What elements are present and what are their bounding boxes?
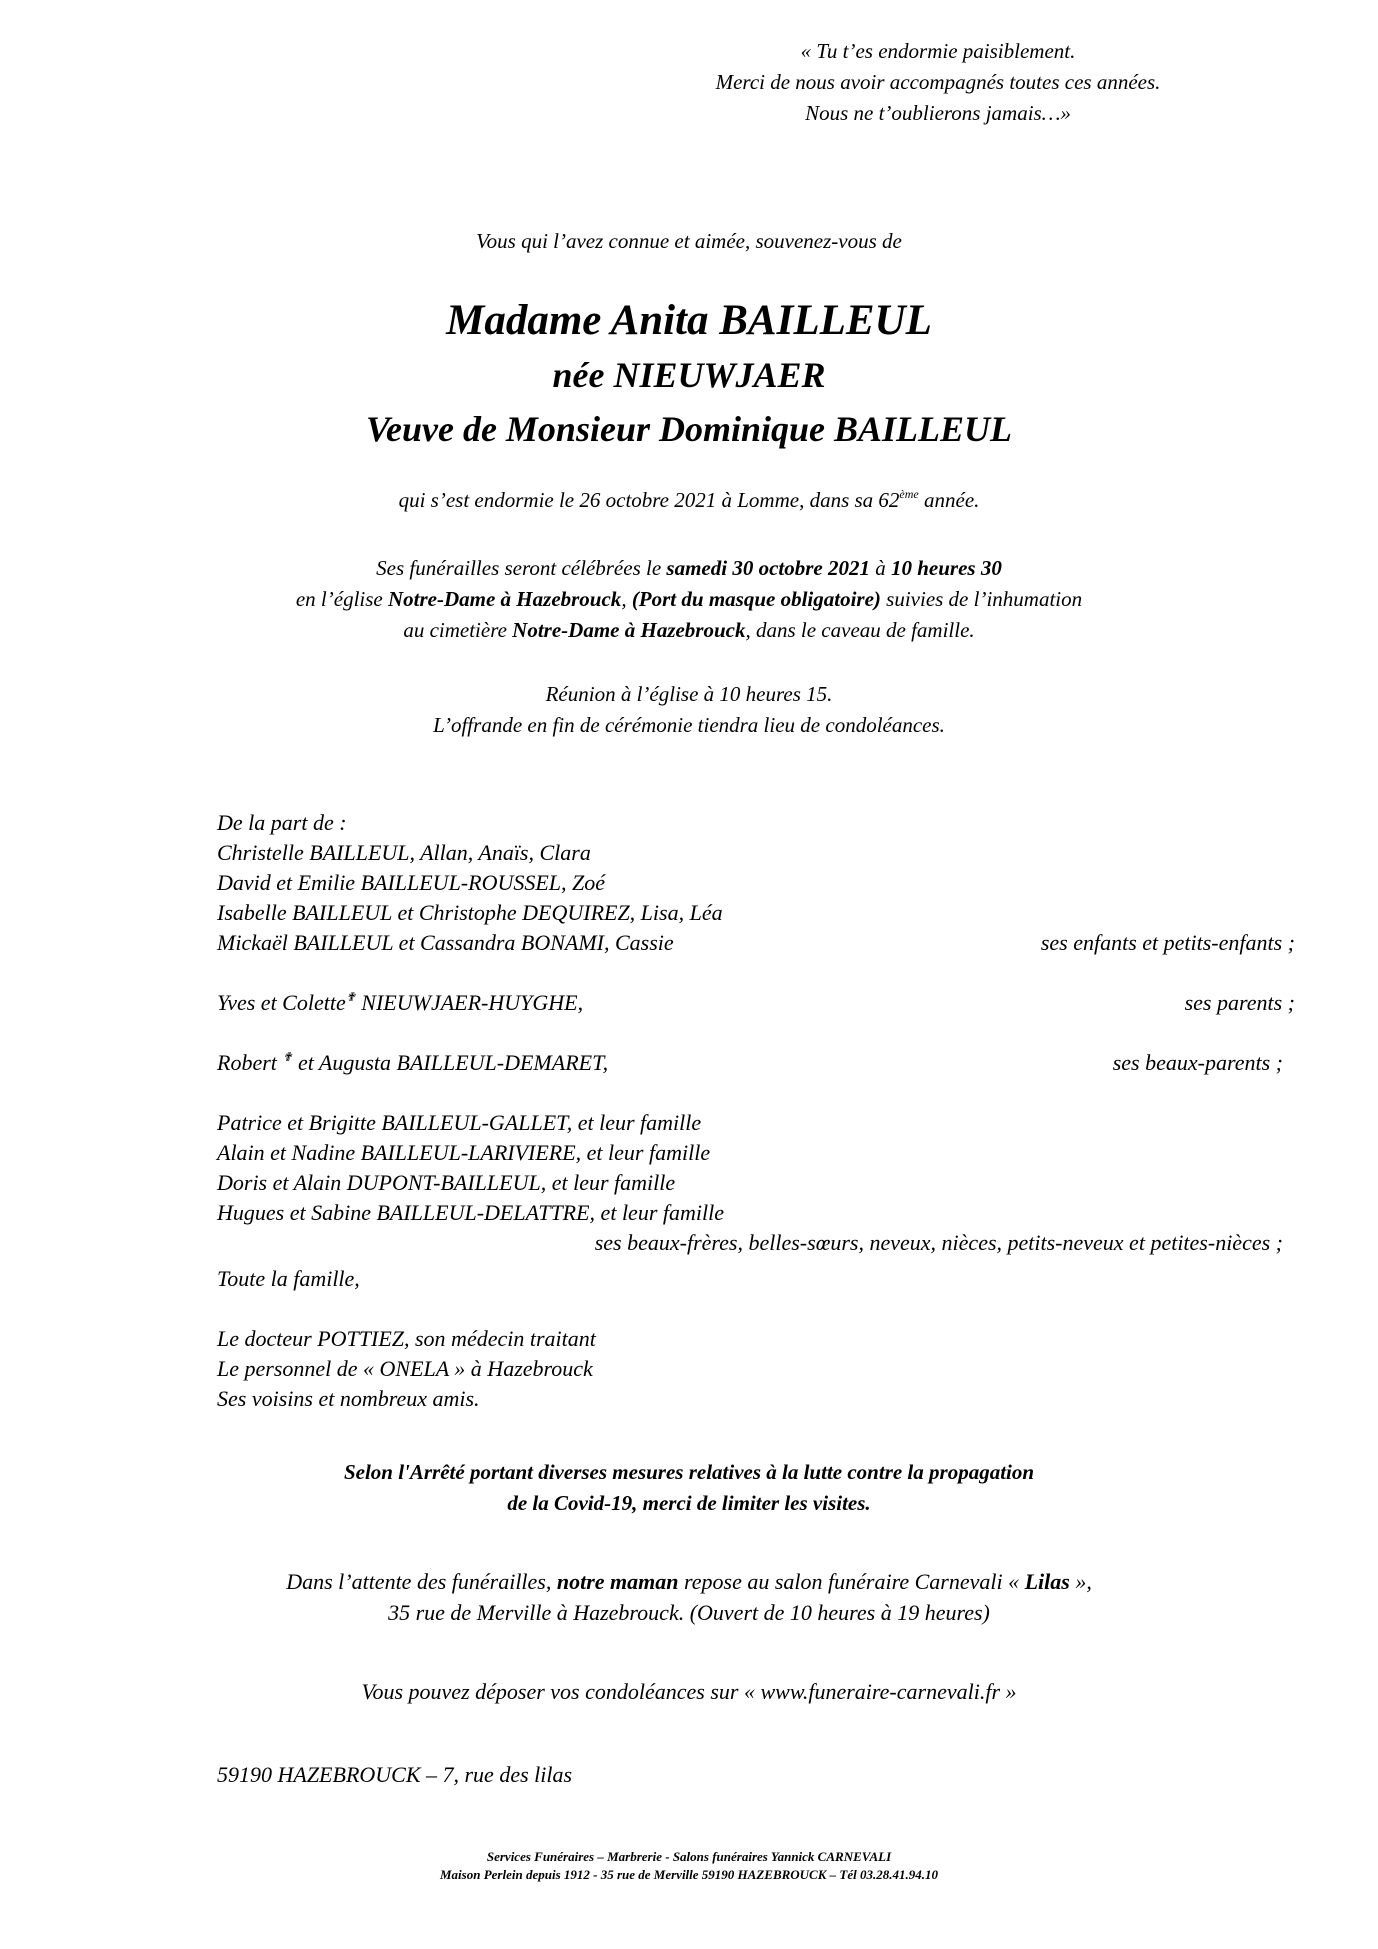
family-member: Mickaël BAILLEUL et Cassandra BONAMI, Cassie <box>217 930 674 955</box>
inlaws-names: Robert ✟ et Augusta BAILLEUL-DEMARET, <box>217 1050 609 1075</box>
rest-location <box>0 1566 1378 1628</box>
family-member: Doris et Alain DUPONT-BAILLEUL, et leur famille <box>217 1170 676 1195</box>
inlaws-role: ses beaux-parents ; <box>1112 1050 1283 1075</box>
parents-role: ses parents ; <box>1184 990 1295 1015</box>
deceased-maiden-name: née NIEUWJAER <box>552 355 826 395</box>
address-line: 59190 HAZEBROUCK – 7, rue des lilas <box>217 1762 573 1787</box>
cross-icon: ✟ <box>345 990 356 1004</box>
covid-line: de la Covid-19, merci de limiter les visites. <box>507 1491 871 1515</box>
reunion-block <box>0 679 1378 741</box>
family-member: Christelle BAILLEUL, Allan, Anaïs, Clara <box>217 840 591 865</box>
inlaws-row <box>217 1048 1295 1078</box>
family-member: Isabelle BAILLEUL et Christophe DEQUIREZ, Lisa, Léa <box>217 900 723 925</box>
parents-names: Yves et Colette✟ NIEUWJAER-HUYGHE, <box>217 990 584 1015</box>
siblings-list <box>217 1108 724 1228</box>
footer-line: Services Funéraires – Marbrerie - Salons funéraires Yannick CARNEVALI <box>486 1849 892 1864</box>
cemetery-name: Notre-Dame à Hazebrouck <box>512 618 746 642</box>
family-member: Alain et Nadine BAILLEUL-LARIVIERE, et leur famille <box>217 1140 711 1165</box>
death-line <box>0 485 1378 516</box>
family-member: Hugues et Sabine BAILLEUL-DELATTRE, et leur famille <box>217 1200 724 1225</box>
rest-maman: notre maman <box>556 1569 679 1594</box>
funeral-line-date: Ses funérailles seront célébrées le samedi 30 octobre 2021 à 10 heures 30 <box>376 556 1002 580</box>
covid-notice <box>0 1457 1378 1519</box>
footer <box>0 1848 1378 1884</box>
funeral-time: 10 heures 30 <box>890 556 1002 580</box>
parents-row <box>217 988 1295 1018</box>
condolences-line: Vous pouvez déposer vos condoléances sur « www.funeraire-carnevali.fr » <box>361 1679 1017 1704</box>
all-family-line: Toute la famille, <box>217 1266 360 1291</box>
reunion-line: Réunion à l’église à 10 heures 15. <box>545 682 833 706</box>
epigraph <box>608 36 1268 129</box>
funeral-details <box>0 553 1378 646</box>
deceased-name: Madame Anita BAILLEUL <box>446 297 932 344</box>
epigraph-line: « Tu t’es endormie paisiblement. <box>800 39 1076 63</box>
rest-salon-name: Lilas <box>1024 1569 1070 1594</box>
death-ordinal: ème <box>899 487 919 501</box>
cross-icon: ✟ <box>282 1050 293 1064</box>
epigraph-line: Merci de nous avoir accompagnés toutes ces années. <box>715 70 1161 94</box>
family-member: Le personnel de « ONELA » à Hazebrouck <box>217 1356 593 1381</box>
family-member: David et Emilie BAILLEUL-ROUSSEL, Zoé <box>217 870 606 895</box>
rest-address-line: 35 rue de Merville à Hazebrouck. (Ouvert de 10 heures à 19 heures) <box>388 1600 990 1625</box>
covid-line: Selon l'Arrêté portant diverses mesures relatives à la lutte contre la propagation <box>343 1460 1035 1484</box>
others-list <box>217 1324 596 1414</box>
siblings-role: ses beaux-frères, belles-sœurs, neveux, nièces, petits-neveux et petites-nièces ; <box>594 1230 1283 1255</box>
footer-line: Maison Perlein depuis 1912 - 35 rue de Merville 59190 HAZEBROUCK – Tél 03.28.41.94.10 <box>440 1867 938 1882</box>
rest-line: Dans l’attente des funérailles, notre maman repose au salon funéraire Carnevali « Lilas », <box>286 1569 1092 1594</box>
children-role: ses enfants et petits-enfants ; <box>1040 930 1295 955</box>
deceased-widow-of: Veuve de Monsieur Dominique BAILLEUL <box>365 409 1013 449</box>
family-intro: De la part de : <box>217 810 347 835</box>
children-row <box>217 928 1295 958</box>
funeral-date: samedi 30 octobre 2021 <box>666 556 870 580</box>
offering-line: L’offrande en fin de cérémonie tiendra lieu de condoléances. <box>433 713 945 737</box>
funeral-line-church: en l’église Notre-Dame à Hazebrouck, (Port du masque obligatoire) suivies de l’inhumation <box>295 587 1083 611</box>
funeral-line-cemetery: au cimetière Notre-Dame à Hazebrouck, dans le caveau de famille. <box>403 618 975 642</box>
death-text-end: année. <box>918 488 980 512</box>
church-name: Notre-Dame à Hazebrouck <box>388 587 622 611</box>
family-member: Patrice et Brigitte BAILLEUL-GALLET, et leur famille <box>217 1110 702 1135</box>
intro-line: Vous qui l’avez connue et aimée, souvenez-vous de <box>476 229 902 253</box>
death-text: qui s’est endormie le 26 octobre 2021 à Lomme, dans sa 62 <box>398 488 900 512</box>
family-member: Ses voisins et nombreux amis. <box>217 1386 480 1411</box>
mask-notice: (Port du masque obligatoire) <box>631 587 881 611</box>
children-list <box>217 838 723 928</box>
epigraph-line: Nous ne t’oublierons jamais…» <box>805 101 1071 125</box>
family-member: Le docteur POTTIEZ, son médecin traitant <box>217 1326 596 1351</box>
deceased-block <box>0 294 1378 456</box>
